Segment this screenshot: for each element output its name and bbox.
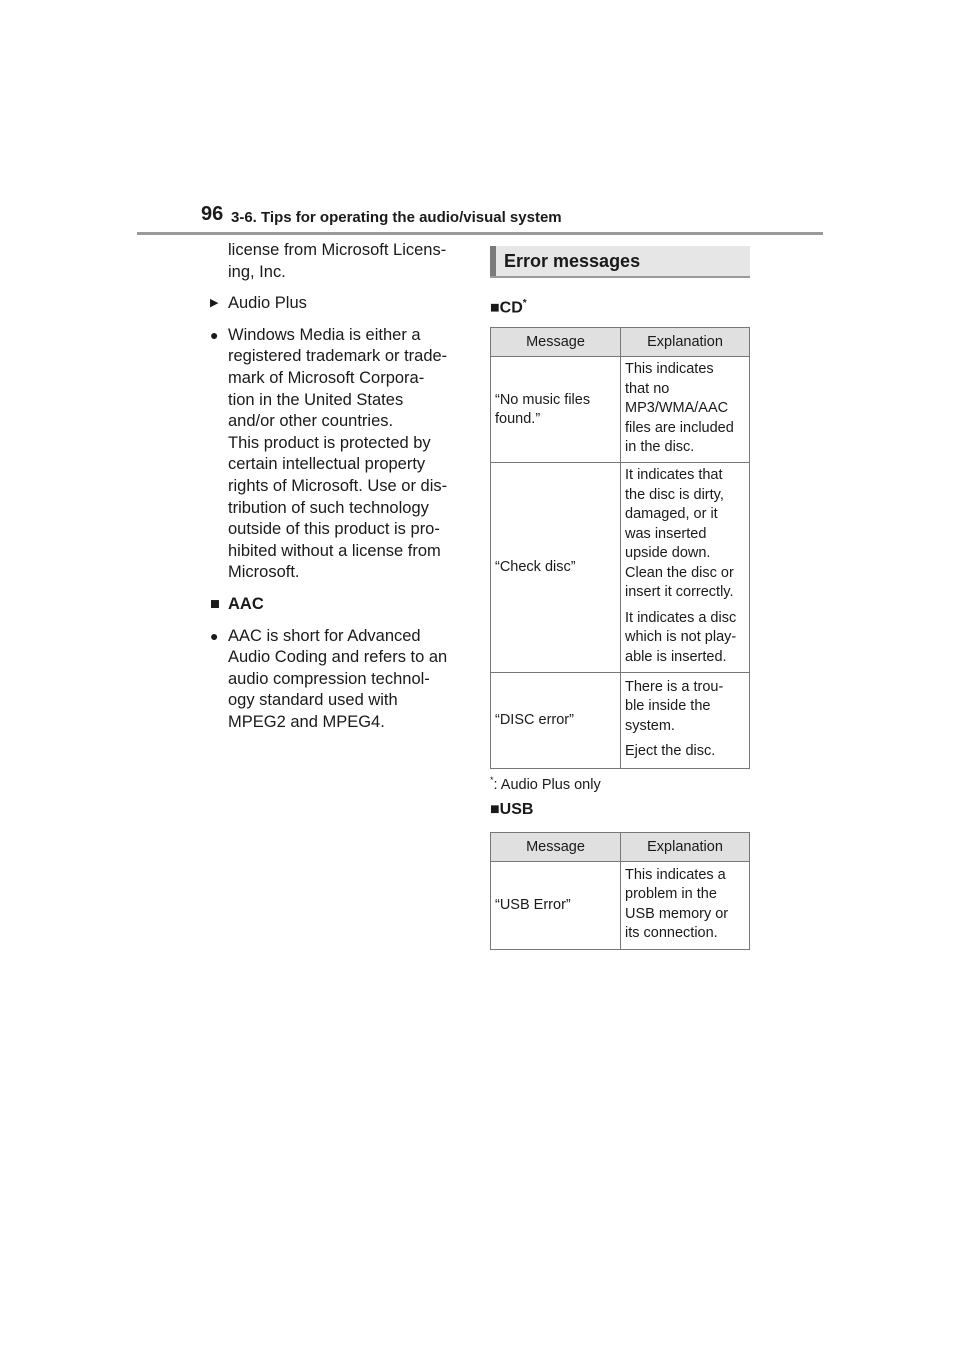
error-messages-banner [490,246,750,278]
cell-line: files are included [625,419,734,436]
aac-item [210,626,470,734]
cell-line: which is not play- [625,629,737,646]
bullet-dot-icon: ● [210,326,219,343]
cell-line: “No music files [495,391,591,408]
explanation-paragraph [625,678,745,737]
footnote-mark: * [522,298,527,309]
header-rule [137,232,823,235]
cell-line: “DISC error” [495,712,574,729]
cell-line: MP3/WMA/AAC [625,400,729,417]
windows-media-text [228,325,470,584]
explanation-paragraph [625,360,745,458]
cell-line: “USB Error” [495,897,571,914]
text-line: MPEG2 and MPEG4. [228,712,385,731]
error-messages-title: Error messages [504,251,641,271]
text-line: hibited without a license from [228,541,441,560]
square-bullet-icon: ■ [490,801,500,819]
triangle-bullet-icon: ▶ [210,297,219,310]
page-header [137,200,823,236]
cell-line: was inserted [625,525,707,542]
column-header-explanation: Explanation [621,833,750,862]
cell-line: USB memory or [625,905,729,922]
text-line: registered trademark or trade- [228,347,448,366]
footnote-text: : Audio Plus only [493,777,601,794]
cell-line: It indicates a disc [625,609,737,626]
cell-line: that no [625,380,670,397]
cell-line: ble inside the [625,698,711,715]
square-bullet-icon: ■ [490,299,500,317]
cell-line: “Check disc” [495,559,576,576]
cd-error-table [490,327,750,769]
text-line: outside of this product is pro- [228,520,440,539]
column-header-explanation: Explanation [621,328,750,357]
message-cell [491,673,621,769]
square-bullet-icon: ■ [210,594,220,613]
text-line: AAC is short for Advanced [228,626,421,645]
message-cell [491,357,621,463]
explanation-cell [621,862,750,950]
aac-heading [210,594,470,616]
table-row [491,463,750,673]
text-line: Audio Coding and refers to an [228,648,448,667]
cell-line: There is a trou- [625,678,724,695]
usb-heading-label: USB [499,801,534,819]
continued-line: license from Microsoft Licens- [228,241,447,259]
cell-line: problem in the [625,886,717,903]
usb-heading [490,801,750,819]
explanation-paragraph [625,742,745,762]
continued-line: ing, Inc. [228,262,286,281]
cell-line: Eject the disc. [625,743,716,760]
audio-plus-label: Audio Plus [228,294,307,313]
cell-line: damaged, or it [625,506,718,523]
text-line: This product is protected by [228,433,431,452]
text-line: Microsoft. [228,563,300,582]
message-cell [491,463,621,673]
table-row [491,357,750,463]
cell-line: It indicates that [625,467,723,484]
cell-line: the disc is dirty, [625,486,724,503]
text-line: audio compression technol- [228,669,430,688]
left-column [210,240,470,733]
text-line: tribution of such technology [228,498,429,517]
text-line: rights of Microsoft. Use or dis- [228,476,448,495]
cell-line: This indicates [625,361,714,378]
cell-line: in the disc. [625,439,695,456]
aac-text [228,626,470,734]
footnote-mark: * [490,775,494,786]
footnote [490,775,750,793]
table-row [491,862,750,950]
explanation-cell [621,357,750,463]
explanation-paragraph [625,609,745,668]
cell-line: found.” [495,410,541,427]
cell-line: its connection. [625,925,718,942]
cd-heading-label: CD [499,299,523,317]
text-line: mark of Microsoft Corpora- [228,368,425,387]
section-title: 3-6. Tips for operating the audio/visual system [231,209,562,226]
right-column [490,246,750,950]
bullet-dot-icon: ● [210,627,219,644]
cell-line: insert it correctly. [625,584,734,601]
page-number: 96 [201,203,224,225]
cd-heading [490,298,750,317]
explanation-cell [621,673,750,769]
explanation-paragraph [625,866,745,944]
usb-error-table [490,832,750,950]
explanation-paragraph [625,466,745,603]
column-header-message: Message [491,833,621,862]
aac-heading-label: AAC [228,594,264,613]
text-line: and/or other countries. [228,412,394,431]
message-cell [491,862,621,950]
cell-line: system. [625,717,675,734]
text-line: certain intellectual property [228,455,426,474]
windows-media-item [210,325,470,584]
text-line: ogy standard used with [228,691,398,710]
audio-plus-item [210,293,470,315]
table-row [491,673,750,769]
text-line: tion in the United States [228,390,404,409]
cell-line: able is inserted. [625,648,727,665]
cell-line: This indicates a [625,866,726,883]
column-header-message: Message [491,328,621,357]
text-line: Windows Media is either a [228,325,421,344]
explanation-cell [621,463,750,673]
cell-line: upside down. [625,545,711,562]
cell-line: Clean the disc or [625,564,734,581]
